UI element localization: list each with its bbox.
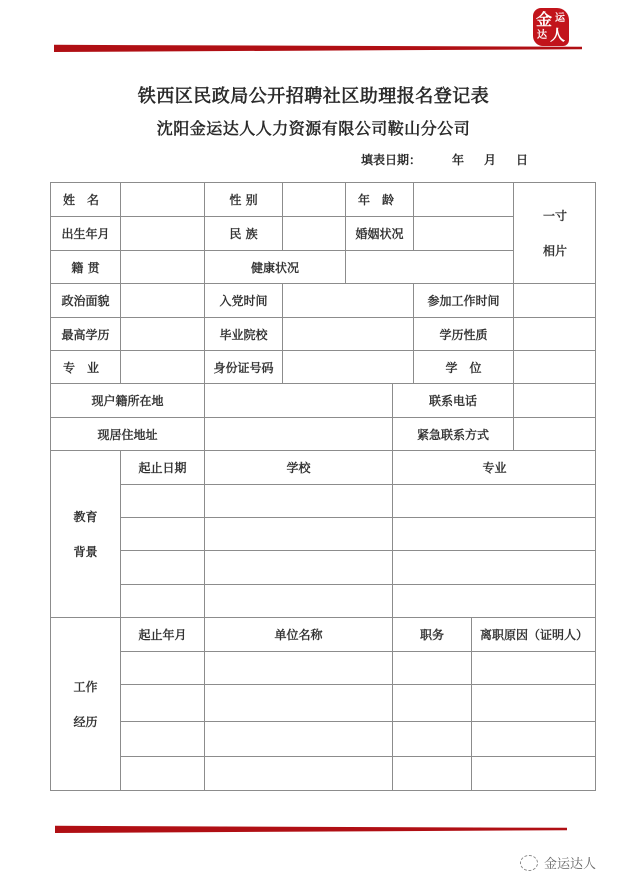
logo-char: 金 [536, 10, 553, 29]
edu-header-dates: 起止日期 [138, 461, 187, 475]
label-name [51, 183, 120, 216]
edu-row-dates[interactable] [121, 485, 204, 517]
work-header-position: 职务 [419, 628, 444, 642]
age-field[interactable] [414, 183, 513, 216]
emergency-field[interactable] [514, 418, 596, 450]
marital-field[interactable] [414, 217, 513, 250]
work-row-position[interactable] [393, 722, 471, 756]
logo-char: 运 [555, 13, 565, 24]
ethnicity-field[interactable] [283, 217, 345, 250]
work-row-position[interactable] [393, 685, 471, 721]
major-field[interactable] [121, 351, 204, 383]
edu-row-school[interactable] [205, 585, 392, 617]
edu-row-school[interactable] [205, 551, 392, 584]
work-row-position[interactable] [393, 652, 471, 684]
date-day: 日 [516, 153, 529, 167]
education-section-label [51, 451, 120, 617]
school-field[interactable] [283, 318, 413, 350]
work-row-dates[interactable] [121, 685, 204, 721]
work-row-employer[interactable] [205, 722, 392, 756]
logo-char: 达 [537, 30, 547, 41]
label-text: 专 业 [63, 360, 100, 375]
edu-row-school[interactable] [205, 485, 392, 517]
edu-type-field[interactable] [514, 318, 596, 350]
label-health: 健康状况 [250, 260, 299, 275]
section-label: 经历 [73, 715, 98, 729]
bottom-brush-divider [55, 825, 567, 833]
label-hukou: 现户籍所在地 [91, 394, 164, 408]
edu-row-dates[interactable] [121, 585, 204, 617]
registration-table [50, 182, 596, 791]
birth-field[interactable] [121, 217, 204, 250]
work-row-dates[interactable] [121, 722, 204, 756]
address-field[interactable] [205, 418, 392, 450]
label-id-number: 身份证号码 [213, 360, 274, 375]
label-ethnicity: 民 族 [229, 227, 258, 241]
work-row-leave-reason[interactable] [472, 685, 596, 721]
degree-field[interactable] [514, 351, 596, 383]
label-birth: 出生年月 [61, 227, 110, 241]
political-field[interactable] [121, 284, 204, 317]
id-number-field[interactable] [283, 351, 413, 383]
gender-field[interactable] [283, 183, 345, 216]
work-row-dates[interactable] [121, 652, 204, 684]
photo-box[interactable] [514, 183, 596, 283]
label-marital: 婚姻状况 [355, 227, 404, 241]
label-edu-type: 学历性质 [439, 327, 488, 342]
label-degree: 学 位 [445, 360, 482, 375]
work-row-employer[interactable] [205, 652, 392, 684]
edu-header-major: 专业 [482, 461, 507, 475]
label-native: 籍 贯 [71, 260, 100, 275]
label-emergency: 紧急联系方式 [416, 427, 489, 442]
label-text: 姓 名 [63, 193, 100, 207]
photo-label: 相片 [542, 244, 567, 258]
logo-char: 人 [550, 26, 566, 44]
label-education: 最高学历 [61, 327, 110, 342]
edu-row-major[interactable] [393, 485, 596, 517]
date-label: 填表日期： [361, 153, 422, 167]
section-label: 教育 [73, 510, 98, 524]
edu-row-dates[interactable] [121, 518, 204, 550]
label-text: 年 龄 [358, 193, 395, 207]
brand-logo [533, 8, 569, 46]
health-field[interactable] [346, 251, 513, 283]
edu-row-major[interactable] [393, 585, 596, 617]
wechat-icon [520, 855, 538, 871]
label-address: 现居住地址 [97, 427, 158, 442]
party-date-field[interactable] [283, 284, 413, 317]
label-party-date: 入党时间 [219, 294, 268, 308]
company-subtitle: 沈阳金运达人人力资源有限公司鞍山分公司 [156, 119, 471, 138]
section-label: 背景 [73, 545, 98, 559]
work-row-dates[interactable] [121, 757, 204, 790]
phone-field[interactable] [514, 384, 596, 417]
edu-row-major[interactable] [393, 518, 596, 550]
work-row-leave-reason[interactable] [472, 722, 596, 756]
edu-header-school: 学校 [286, 461, 311, 475]
edu-row-major[interactable] [393, 551, 596, 584]
work-header-employer: 单位名称 [274, 628, 323, 642]
work-header-dates: 起止年月 [138, 628, 187, 642]
label-phone: 联系电话 [428, 394, 477, 408]
hukou-field[interactable] [205, 384, 392, 417]
work-row-leave-reason[interactable] [472, 757, 596, 790]
top-brush-divider [54, 44, 582, 52]
native-field[interactable] [121, 251, 204, 283]
label-major [51, 351, 120, 383]
section-label: 工作 [73, 680, 98, 694]
label-school: 毕业院校 [219, 327, 268, 342]
label-work-start: 参加工作时间 [427, 294, 500, 308]
work-section-label [51, 618, 120, 790]
work-start-field[interactable] [514, 284, 596, 317]
watermark [520, 853, 596, 872]
photo-label: 一寸 [542, 209, 567, 223]
work-header-leave-reason: 离职原因（证明人） [479, 628, 588, 642]
form-title: 铁西区民政局公开招聘社区助理报名登记表 [137, 86, 490, 107]
edu-row-dates[interactable] [121, 551, 204, 584]
work-row-leave-reason[interactable] [472, 652, 596, 684]
label-age [346, 183, 413, 216]
education-field[interactable] [121, 318, 204, 350]
watermark-text: 金运达人 [544, 857, 597, 872]
date-year: 年 [452, 153, 465, 167]
work-row-employer[interactable] [205, 757, 392, 790]
label-political: 政治面貌 [61, 294, 110, 308]
date-month: 月 [484, 153, 497, 167]
work-row-position[interactable] [393, 757, 471, 790]
work-row-employer[interactable] [205, 685, 392, 721]
label-gender: 性 别 [229, 193, 258, 207]
name-field[interactable] [121, 183, 204, 216]
edu-row-school[interactable] [205, 518, 392, 550]
